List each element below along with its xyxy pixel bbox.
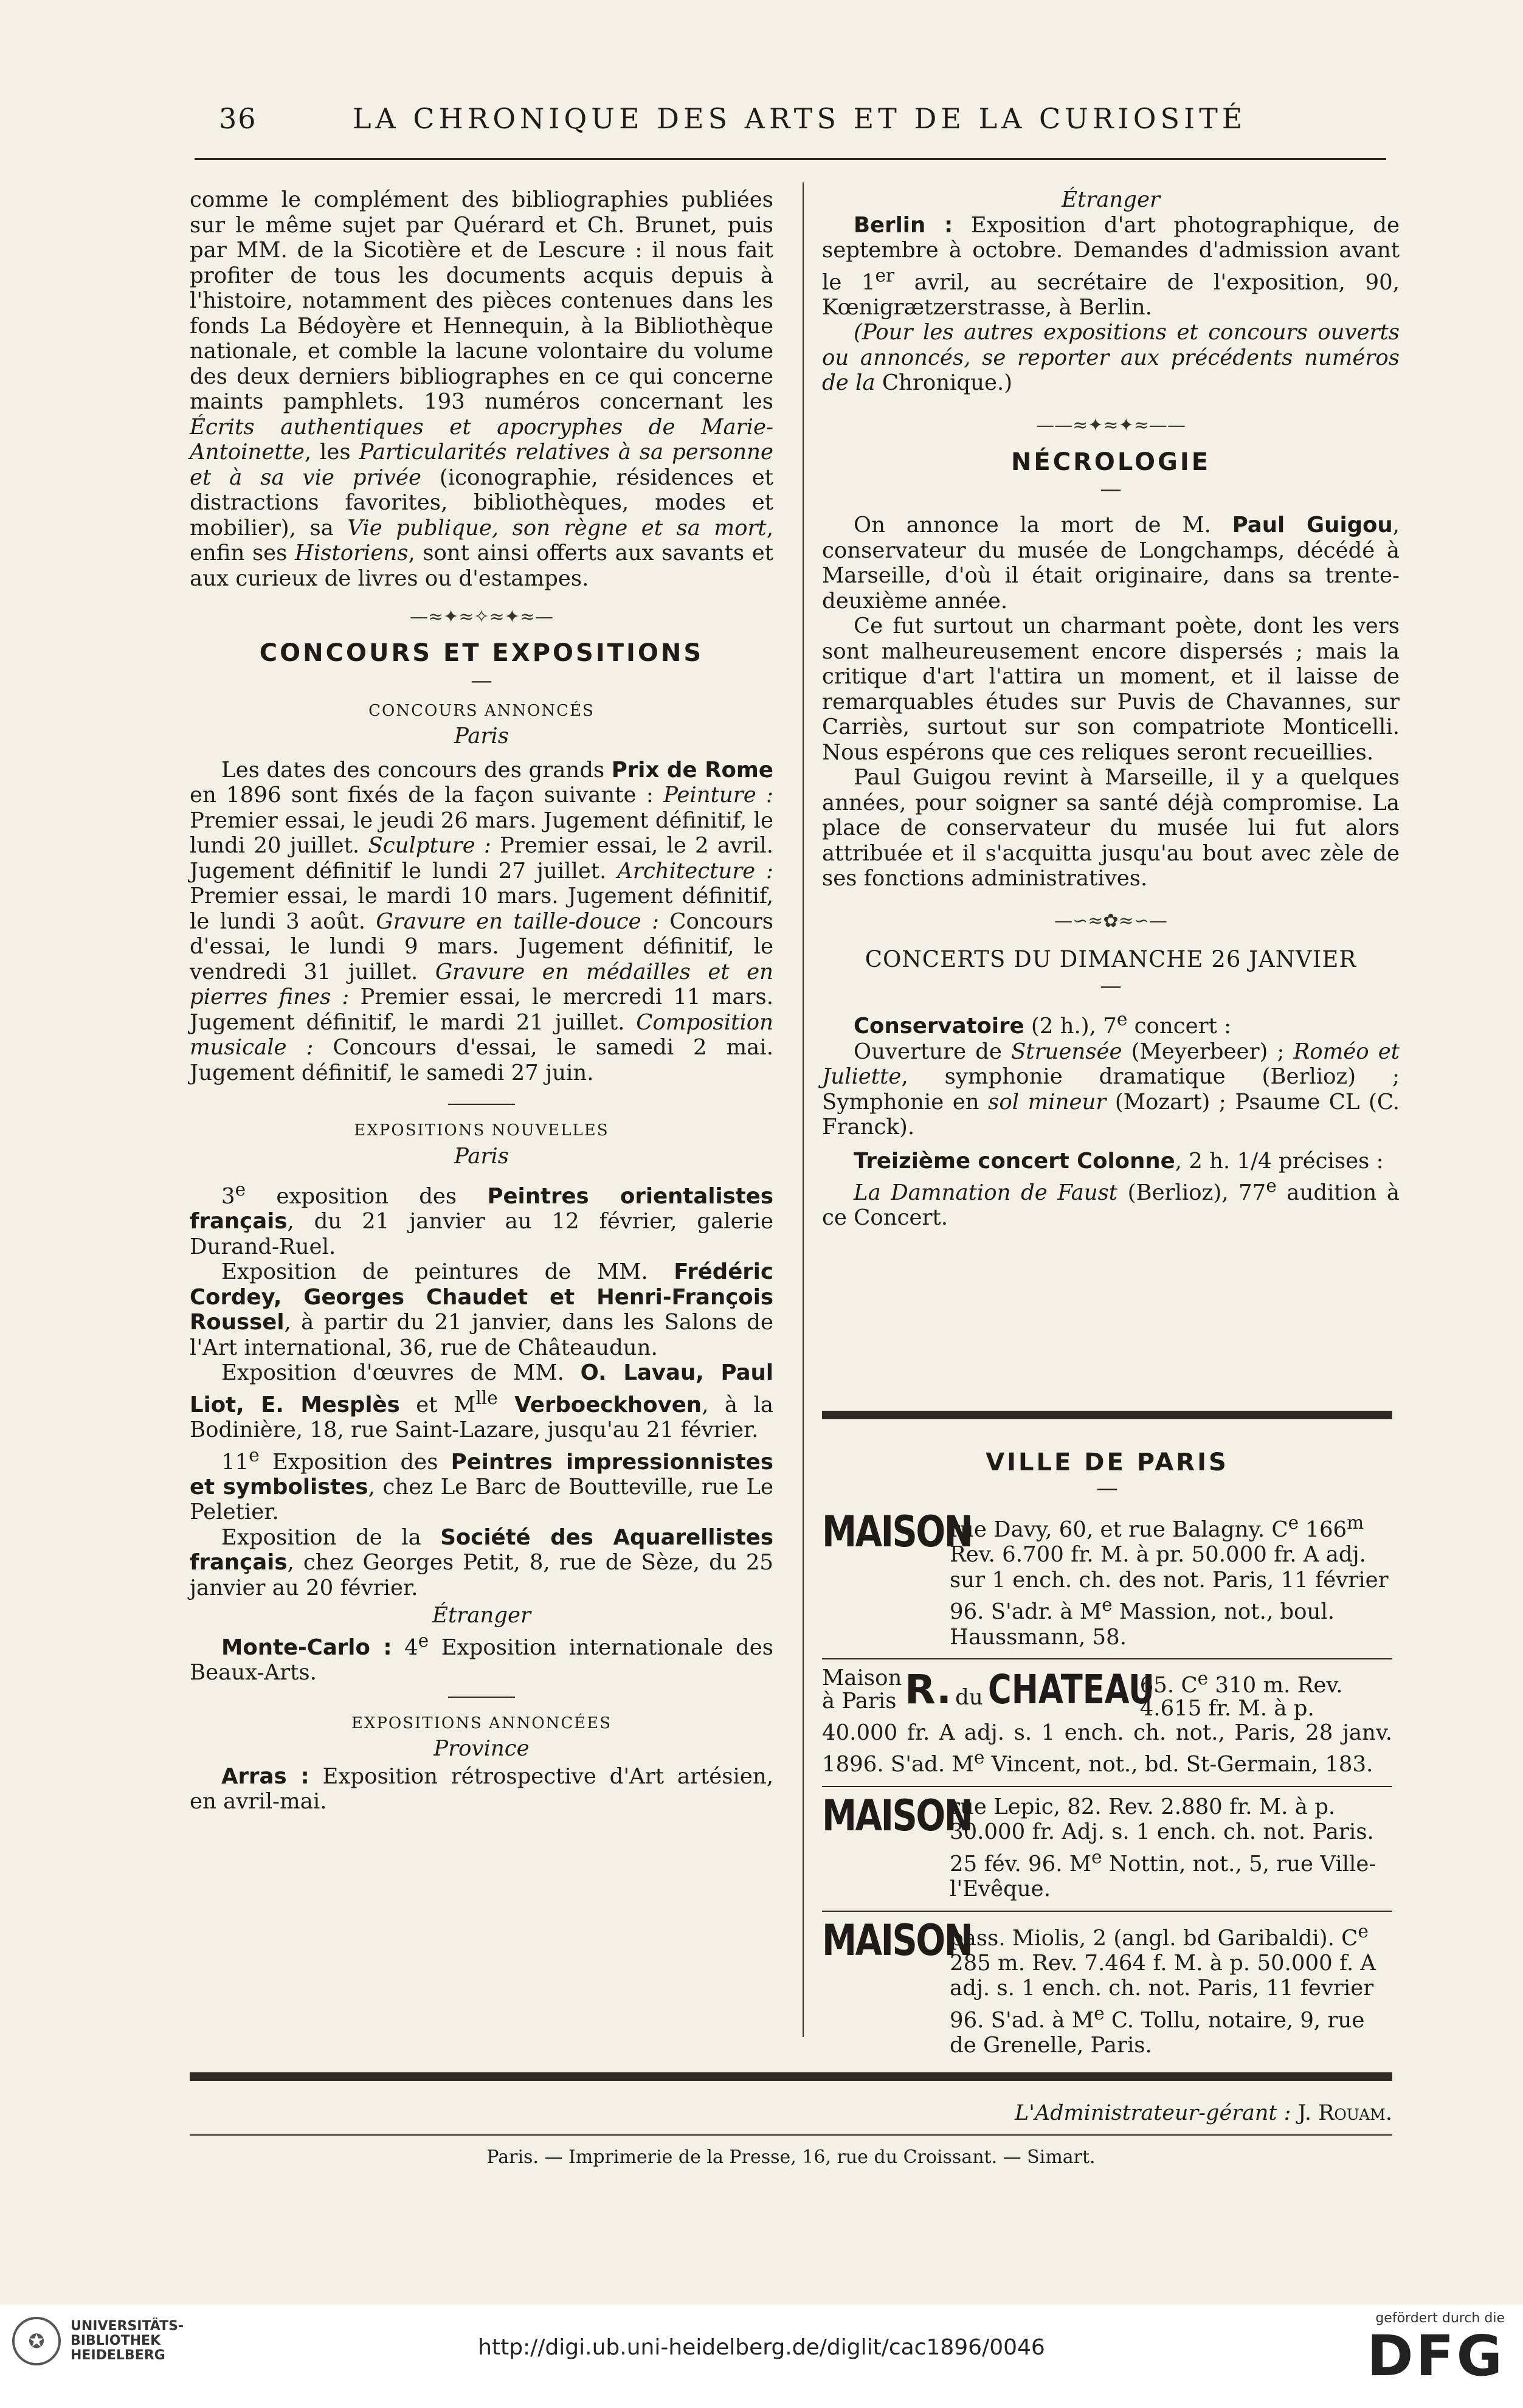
ornament-divider: —∽≈✿≈∽— bbox=[1054, 910, 1167, 932]
expo-impressionnistes: 11e Exposition des Peintres impressionnistes et symbolistes, chez Le Barc de Boutteville, rue Le Peletier. bbox=[190, 1444, 773, 1525]
running-title: LA CHRONIQUE DES ARTS ET DE LA CURIOSITÉ bbox=[353, 102, 1247, 135]
ad-divider bbox=[822, 1911, 1392, 1912]
ad-text: pass. Miolis, 2 (angl. bd Garibaldi). Ce 285 m. Rev. 7.464 f. M. à p. 50.000 f. A adj. s. 1 ench. ch. not. Paris, 11 fevrier 96. S'ad. à Me C. Tollu, notaire, 9, rue de Grenelle, Paris. bbox=[950, 1920, 1376, 2058]
bottom-thick-rule bbox=[190, 2072, 1392, 2081]
expo-berlin: Berlin : Exposition d'art photographique, de septembre à octobre. Demandes d'admission avant le 1er avril, au secrétaire de l'exposition, 90, Kœnigrætzerstrasse, à Berlin. bbox=[822, 212, 1400, 320]
conservatoire-program: Ouverture de Struensée (Meyerbeer) ; Roméo et Juliette, symphonie dramatique (Berlioz) ; Symphonie en sol mineur (Mozart) ; Psaume CL (C. Franck). bbox=[822, 1039, 1400, 1140]
section-title-concours: CONCOURS ET EXPOSITIONS bbox=[259, 638, 704, 667]
ville-de-paris-block bbox=[822, 1450, 1392, 2058]
library-name-line-2: BIBLIOTHEK bbox=[71, 2333, 161, 2348]
expo-aquarellistes: Exposition de la Société des Aquarellistes français, chez Georges Petit, 8, rue de Sèze, du 25 janvier au 20 février. bbox=[190, 1524, 773, 1600]
subheading-concours-annonces: CONCOURS ANNONCÉS bbox=[368, 701, 595, 720]
ad-text-continued: 40.000 fr. A adj. s. 1 ench. ch. not., Paris, 28 janv. 1896. S'ad. Me Vincent, not., bd. St-Germain, 183. bbox=[822, 1720, 1392, 1777]
expo-lavau: Exposition d'œuvres de MM. O. Lavau, Paul Liot, E. Mesplès et $M^{lle}$ Verboeckhoven, à la Bodinière, 18, rue Saint-Lazare, jusqu'au 21 février. bbox=[190, 1360, 773, 1443]
necrologie-paragraph-3: Paul Guigou revint à Marseille, il y a quelques années, pour soigner sa santé déjà compromise. La place de conservateur du musée lui fut alors attribuée et il s'acquitta jusqu'au bout avec zèle de ses fonctions administratives. bbox=[822, 765, 1400, 891]
permalink-url[interactable]: http://digi.ub.uni-heidelberg.de/diglit/cac1896/0046 bbox=[478, 2335, 1045, 2360]
column-divider bbox=[803, 182, 804, 2037]
short-rule bbox=[448, 1104, 515, 1105]
subheading-place: Province bbox=[433, 1736, 530, 1762]
subheading-expositions-annoncees: EXPOSITIONS ANNONCÉES bbox=[351, 1714, 612, 1732]
printer-line: Paris. — Imprimerie de la Presse, 16, rue du Croissant. — Simart. bbox=[486, 2147, 1096, 2168]
ad-text: 65. Ce 310 m. Rev. 4.615 fr. M. à p. bbox=[1139, 1668, 1343, 1721]
ad-divider bbox=[822, 1786, 1392, 1787]
ad-divider bbox=[822, 1658, 1392, 1659]
ad-maison-heading: MAISON bbox=[822, 1507, 972, 1557]
ad-chateau-heading: CHATEAU bbox=[987, 1666, 1155, 1714]
library-name-line-3: HEIDELBERG bbox=[71, 2348, 165, 2363]
section-title-ville-de-paris: VILLE DE PARIS bbox=[986, 1448, 1229, 1476]
section-title-necrologie: NÉCROLOGIE bbox=[1010, 448, 1211, 477]
thick-rule bbox=[822, 1411, 1392, 1419]
right-column bbox=[822, 187, 1400, 1231]
ad-maison-heading: MAISON bbox=[822, 1915, 972, 1965]
subheading-etranger: Étranger bbox=[432, 1603, 531, 1628]
subheading-place: Paris bbox=[454, 724, 509, 749]
expositions-note: (Pour les autres expositions et concours ouverts ou annoncés, se reporter aux précédents numéros de la Chronique.) bbox=[822, 320, 1400, 396]
expo-monte-carlo: Monte-Carlo : 4e Exposition internationale des Beaux-Arts. bbox=[190, 1630, 774, 1686]
library-name-line-1: UNIVERSITÄTS- bbox=[71, 2319, 184, 2334]
footer-rule bbox=[190, 2134, 1392, 2136]
dfg-logo[interactable] bbox=[1367, 2311, 1505, 2387]
subheading-place: Paris bbox=[454, 1143, 509, 1169]
dash: — bbox=[1100, 476, 1122, 502]
bibliography-paragraph: comme le complément des bibliographies publiées sur le même sujet par Quérard et Ch. Brunet, puis par MM. de la Sicotière et de Lescure : il nous fait profiter de tous les documents acquis depuis à l'histoire, notamment des pièces contenues dans les fonds La Bédoyère et Hennequin, à la Bibliothèque nationale, et comble la lacune volontaire du volume des deux derniers bibliographes en ce qui concerne maints pamphlets. 193 numéros concernant les Écrits authentiques et apocryphes de Marie-Antoinette, les Particularités relatives à sa personne et à sa vie privée (iconographie, résidences et distractions favorites, bibliothèques, modes et mobilier), sa Vie publique, son règne et sa mort, enfin ses Historiens, sont ainsi offerts aux savants et aux curieux de livres ou d'estampes. bbox=[190, 187, 773, 591]
funded-by-label: gefördert durch die bbox=[1375, 2311, 1505, 2326]
section-title-concerts: CONCERTS DU DIMANCHE 26 JANVIER bbox=[865, 946, 1357, 973]
ornament-divider: ——≈✦≈✦≈—— bbox=[1036, 414, 1186, 436]
real-estate-ad bbox=[822, 1915, 1392, 2058]
dash: — bbox=[1096, 1475, 1118, 1501]
ad-maison-heading: MAISON bbox=[822, 1790, 972, 1841]
necrologie-guigou: On annonce la mort de M. Paul Guigou, conservateur du musée de Longchamps, décédé à Marseille, d'où il était originaire, dans sa trente-deuxième année. bbox=[822, 513, 1400, 614]
header-rule bbox=[195, 158, 1386, 160]
dash: — bbox=[1100, 973, 1122, 998]
concert-colonne: Treizième concert Colonne, 2 h. 1/4 précises : bbox=[854, 1148, 1384, 1174]
concours-paragraph: Les dates des concours des grands Prix de Rome en 1896 sont fixés de la façon suivante : Peinture : Premier essai, le jeudi 26 mars. Jugement définitif, le lundi 20 juillet. Sculpture : Premier essai, le 2 avril. Jugement définitif le lundi 27 juillet. Architecture : Premier essai, le mardi 10 mars. Jugement définitif, le lundi 3 août. Gravure en taille-douce : Concours d'essai, le lundi 9 mars. Jugement définitif, le vendredi 31 juillet. Gravure en médailles et en pierres fines : Premier essai, le mercredi 11 mars. Jugement définitif, le mardi 21 juillet. Composition musicale : Concours d'essai, le samedi 2 mai. Jugement définitif, le samedi 27 juin. bbox=[190, 757, 774, 1085]
subheading-etranger: Étranger bbox=[1062, 187, 1160, 212]
real-estate-ad bbox=[822, 1507, 1392, 1650]
necrologie-paragraph-2: Ce fut surtout un charmant poète, dont les vers sont malheureusement encore dispersés ; mais la critique d'art l'attira un moment, et il laisse de remarquables études sur Puvis de Chavannes, sur Carriès, surtout sur son compatriote Monticelli. Nous espérons que ces reliques seront recueillies. bbox=[822, 614, 1400, 765]
ad-r-letter: R. bbox=[905, 1666, 952, 1714]
expo-arras: Arras : Exposition rétrospective d'Art artésien, en avril-mai. bbox=[190, 1763, 773, 1815]
ad-du: du bbox=[955, 1685, 983, 1711]
ad-maison-label: Maison bbox=[822, 1666, 902, 1691]
page-number: 36 bbox=[219, 102, 257, 135]
short-rule bbox=[448, 1697, 515, 1698]
university-seal-icon: ✪ bbox=[12, 2317, 61, 2365]
running-header bbox=[182, 102, 1380, 145]
administrator-line: L'Administrateur-gérant : J. Rouam. bbox=[1014, 2101, 1392, 2125]
ornament-divider: —≈✦≈✧≈✦≈— bbox=[410, 606, 553, 628]
dfg-wordmark: DFG bbox=[1367, 2323, 1505, 2389]
dash: — bbox=[471, 668, 492, 693]
left-column bbox=[190, 187, 773, 1815]
real-estate-ad bbox=[822, 1667, 1392, 1720]
ad-text: rue Lepic, 82. Rev. 2.880 fr. M. à p. 30.000 fr. Adj. s. 1 ench. ch. not. Paris. 25 fév. 96. Me Nottin, not., 5, rue Ville-l'Evêque. bbox=[950, 1794, 1376, 1902]
real-estate-ad bbox=[822, 1790, 1392, 1902]
subheading-expositions-nouvelles: EXPOSITIONS NOUVELLES bbox=[354, 1121, 609, 1140]
colonne-program: La Damnation de Faust (Berlioz), 77e audition à ce Concert. bbox=[822, 1175, 1400, 1231]
ad-paris-label: à Paris bbox=[822, 1689, 897, 1714]
expo-orientalistes: 3e exposition des Peintres orientalistes français, du 21 janvier au 12 février, galerie Durand-Ruel. bbox=[190, 1179, 773, 1259]
ad-text: rue Davy, 60, et rue Balagny. Ce 166$^m$ Rev. 6.700 fr. M. à pr. 50.000 fr. A adj. sur 1 ench. ch. des not. Paris, 11 février 96. S'adr. à Me Massion, not., boul. Haussmann, 58. bbox=[950, 1512, 1389, 1650]
expo-cordey: Exposition de peintures de MM. Frédéric Cordey, Georges Chaudet et Henri-François Roussel, à partir du 21 janvier, dans les Salons de l'Art international, 36, rue de Châteaudun. bbox=[190, 1259, 773, 1360]
concert-conservatoire: Conservatoire (2 h.), 7e concert : bbox=[854, 1009, 1232, 1039]
